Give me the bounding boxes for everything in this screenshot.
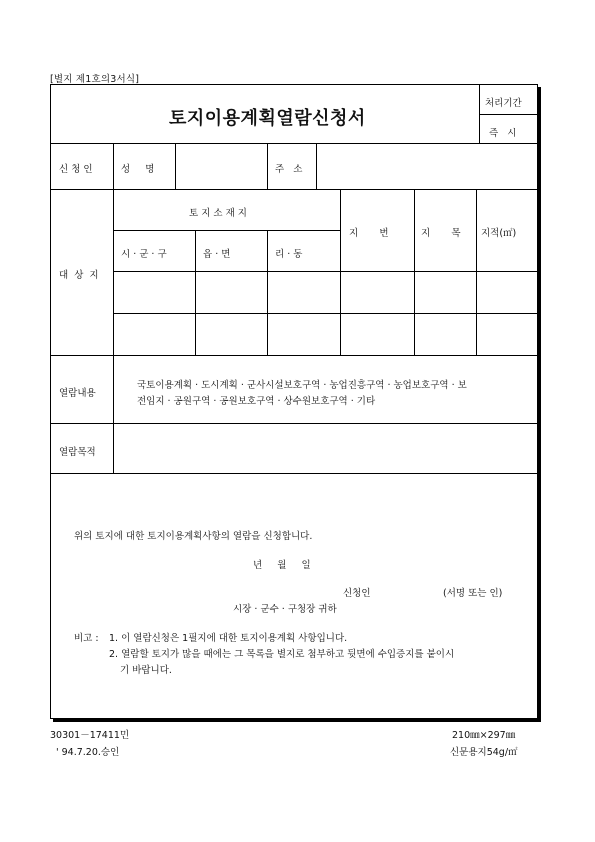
- paper-spec: 신문용지54g/㎡: [450, 747, 518, 758]
- note-2b: 기 바랍니다.: [120, 665, 172, 676]
- land-category-header: 지 목: [421, 228, 461, 239]
- row-line-4: [51, 423, 537, 424]
- ridong-header: 리 · 동: [275, 249, 303, 260]
- note-2a: 2. 열람할 토지가 많을 때에는 그 목록을 별지로 첨부하고 뒷면에 수입증지를 붙이시: [109, 649, 455, 660]
- form-title: 토지이용계획열람신청서: [169, 108, 366, 129]
- location-header-line: [113, 230, 340, 231]
- date-line: 년 월 일: [253, 560, 311, 571]
- address-value-line: [316, 143, 317, 189]
- target-label: 대 상 지: [59, 270, 99, 281]
- name-label: 성 명: [121, 164, 155, 175]
- name-value-line: [175, 143, 176, 189]
- data-row-line: [113, 313, 537, 314]
- inspection-content-line2: 전임지 · 공원구역 · 공원보호구역 · 상수원보호구역 · 기타: [137, 396, 376, 407]
- form-label: [별지 제1호의3서식]: [50, 74, 140, 85]
- application-statement: 위의 토지에 대한 토지이용계획사항의 열람을 신청합니다.: [74, 531, 313, 542]
- col-line-4: [414, 189, 415, 355]
- header-bottom-line: [113, 271, 537, 272]
- area-header: 지적(㎡): [481, 228, 517, 239]
- paper-size: 210㎜×297㎜: [452, 730, 516, 741]
- sigungu-header: 시 · 군 · 구: [121, 249, 167, 260]
- processing-value: 즉 시: [489, 128, 517, 139]
- inspection-content-label: 열람내용: [59, 388, 96, 399]
- row-line-2: [51, 189, 537, 190]
- row-line-5: [51, 473, 537, 474]
- addressee: 시장 · 군수 · 구청장 귀하: [233, 604, 337, 615]
- processing-label: 처리기간: [485, 98, 522, 109]
- row-line-1: [51, 143, 537, 144]
- applicant-label: 신 청 인: [59, 164, 93, 175]
- signature-label: 신청인: [343, 588, 371, 599]
- col-line-2: [267, 230, 268, 355]
- col-line-3: [340, 189, 341, 355]
- eupmyeon-header: 읍 · 면: [203, 249, 231, 260]
- address-label-line: [267, 143, 268, 189]
- lot-number-header: 지 번: [349, 228, 389, 239]
- notes-prefix: 비고 :: [74, 633, 99, 644]
- inspection-purpose-label: 열람목적: [59, 447, 96, 458]
- purpose-label-line: [113, 423, 114, 473]
- approval-date: ' 94.7.20.승인: [56, 747, 120, 758]
- form-code: 30301－17411민: [50, 730, 130, 741]
- row-line-3: [51, 355, 537, 356]
- note-1: 1. 이 열람신청은 1필지에 대한 토지이용계획 사항입니다.: [109, 633, 348, 644]
- col-line-5: [476, 189, 477, 355]
- address-label: 주 소: [275, 164, 303, 175]
- processing-divider: [479, 114, 537, 115]
- col-line-1: [195, 230, 196, 355]
- signature-sign: (서명 또는 인): [443, 588, 503, 599]
- location-header: 토 지 소 재 지: [189, 208, 247, 219]
- label-column-line: [113, 143, 114, 423]
- inspection-content-line1: 국토이용계획 · 도시계획 · 군사시설보호구역 · 농업진흥구역 · 농업보호구역 · 보: [137, 380, 467, 391]
- application-form: [50, 84, 538, 719]
